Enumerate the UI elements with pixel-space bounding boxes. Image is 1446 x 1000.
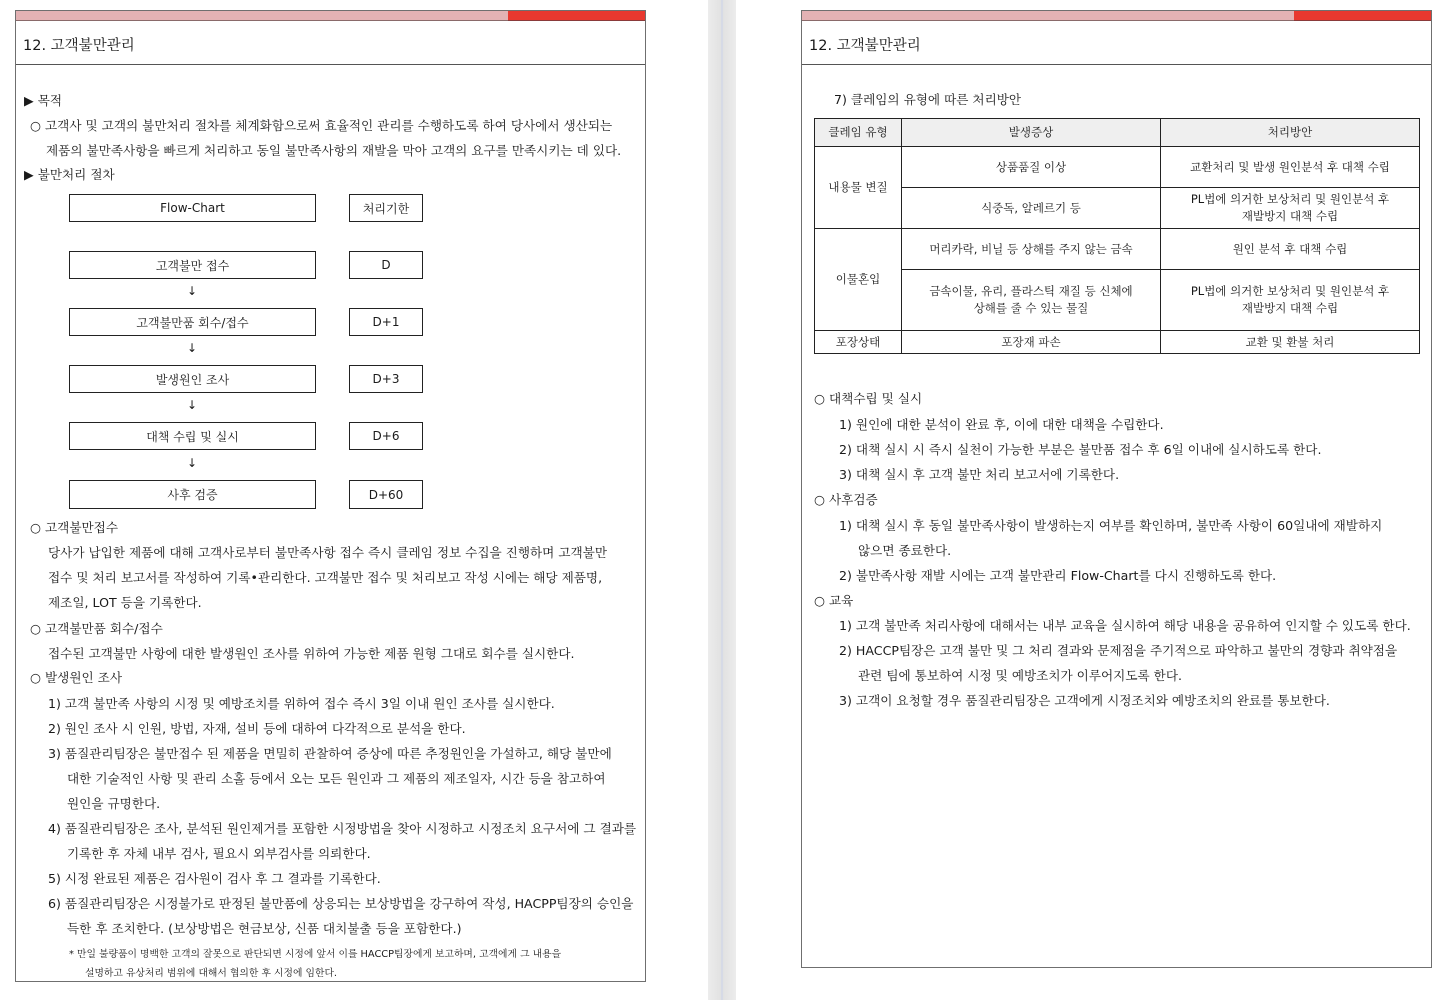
symptom-cell [902, 188, 1161, 229]
purpose-heading: ▶ 목적 [24, 93, 63, 108]
cause-line: 6) 품질관리팀장은 시정불가로 판정된 불만품에 상응되는 보상방법을 강구하여 작성, HACPP팀장의 승인을 [48, 896, 634, 911]
recall-line: 접수된 고객불만 사항에 대한 발생원인 조사를 위하여 가능한 제품 원형 그대로 회수를 실시한다. [48, 646, 575, 661]
table-header: 발생증상 [902, 119, 1161, 147]
receipt-line: 당사가 납입한 제품에 대해 고객사로부터 불만족사항 접수 즉시 클레임 정보 수집을 진행하며 고객불만 [48, 545, 607, 560]
action-cell [1161, 188, 1420, 229]
cause-note: 설명하고 유상처리 범위에 대해서 협의한 후 시정에 임한다. [85, 968, 338, 979]
cell-line: 재발방지 대책 수립 [1241, 301, 1339, 315]
header-bar-red [1294, 11, 1432, 21]
action-cell [1161, 331, 1420, 354]
cell-line: 포장재 파손 [1001, 334, 1061, 349]
cell-line: 재발방지 대책 수립 [1241, 209, 1339, 223]
cell-line: 머리카락, 비닐 등 상해를 주지 않는 금속 [929, 241, 1133, 256]
cell-line: 교환처리 및 발생 원인분석 후 대책 수립 [1190, 159, 1390, 174]
table-row [815, 188, 1420, 229]
header-bar-pink [16, 11, 508, 21]
cell-line: 상품품질 이상 [995, 159, 1067, 174]
table-row [815, 147, 1420, 188]
flow-deadline: D [349, 251, 423, 279]
claim-section-title: 7) 클레임의 유형에 따른 처리방안 [834, 92, 1022, 107]
cause-line: 2) 원인 조사 시 인원, 방법, 자재, 설비 등에 대하여 다각적으로 분석을 한다. [48, 721, 466, 736]
flow-step: 고객불만품 회수/접수 [69, 308, 316, 336]
flow-arrow: ↓ [187, 341, 198, 355]
cell-line: 상해를 줄 수 있는 물질 [973, 301, 1089, 315]
education-line: 3) 고객이 요청할 경우 품질관리팀장은 고객에게 시정조치와 예방조치의 완료를 통보한다. [839, 693, 1330, 708]
page-gutter [708, 0, 736, 1000]
flow-deadline: D+1 [349, 308, 423, 336]
cell-line: PL법에 의거한 보상처리 및 원인분석 후 [1190, 284, 1390, 298]
verification-heading: ○ 사후검증 [814, 492, 878, 507]
page-title: 12. 고객불만관리 [809, 38, 921, 54]
purpose-line: ○ 고객사 및 고객의 불만처리 절차를 체계화함으로써 효율적인 관리를 수행하도록 하여 당사에서 생산되는 [30, 118, 613, 133]
table-row [815, 270, 1420, 331]
education-heading: ○ 교육 [814, 593, 854, 608]
cell-line: 금속이물, 유리, 플라스틱 재질 등 신체에 [929, 284, 1133, 298]
purpose-line: 제품의 불만족사항을 빠르게 처리하고 동일 불만족사항의 재발을 막아 고객의 요구를 만족시키는 데 있다. [46, 143, 622, 158]
action-cell [1161, 147, 1420, 188]
flow-header-left: Flow-Chart [69, 194, 316, 222]
flow-header-right: 처리기한 [349, 194, 423, 222]
cause-line: 대한 기술적인 사항 및 관리 소홀 등에서 오는 모든 원인과 그 제품의 제조일자, 시간 등을 참고하여 [67, 771, 606, 786]
symptom-cell [902, 229, 1161, 270]
page-header [16, 21, 645, 65]
receipt-line: 제조일, LOT 등을 기록한다. [48, 595, 202, 610]
header-bar-pink [802, 11, 1294, 21]
verification-line: 2) 불만족사항 재발 시에는 고객 불만관리 Flow-Chart를 다시 진행하도록 한다. [839, 568, 1277, 583]
verification-line: 1) 대책 실시 후 동일 불만족사항이 발생하는지 여부를 확인하며, 불만족 사항이 60일내에 재발하지 [839, 518, 1383, 533]
page-2 [801, 10, 1432, 968]
cause-line: 3) 품질관리팀장은 불만접수 된 제품을 면밀히 관찰하여 증상에 따른 추정원인을 가설하고, 해당 불만에 [48, 746, 612, 761]
claim-type-cell: 이물혼입 [815, 229, 902, 331]
flow-deadline: D+60 [349, 480, 423, 509]
cause-line: 4) 품질관리팀장은 조사, 분석된 원인제거를 포함한 시정방법을 찾아 시정하고 시정조치 요구서에 그 결과를 [48, 821, 637, 836]
flow-arrow: ↓ [187, 398, 198, 412]
action-cell [1161, 229, 1420, 270]
flow-arrow: ↓ [187, 284, 198, 298]
measures-line: 1) 원인에 대한 분석이 완료 후, 이에 대한 대책을 수립한다. [839, 417, 1164, 432]
cause-line: 1) 고객 불만족 사항의 시정 및 예방조치를 위하여 접수 즉시 3일 이내 원인 조사를 실시한다. [48, 696, 555, 711]
symptom-cell [902, 331, 1161, 354]
action-cell [1161, 270, 1420, 331]
education-line: 2) HACCP팀장은 고객 불만 및 그 처리 결과와 문제점을 주기적으로 파악하고 불만의 경향과 취약점을 [839, 643, 1398, 658]
header-bar-red [508, 11, 646, 21]
cause-line: 원인을 규명한다. [67, 796, 161, 811]
cause-line: 기록한 후 자체 내부 검사, 필요시 외부검사를 의뢰한다. [67, 846, 371, 861]
recall-heading: ○ 고객불만품 회수/접수 [30, 621, 163, 636]
flow-arrow: ↓ [187, 456, 198, 470]
symptom-cell [902, 147, 1161, 188]
page-title: 12. 고객불만관리 [23, 38, 135, 54]
cell-line: 식중독, 알레르기 등 [981, 200, 1081, 215]
flow-step: 대책 수립 및 실시 [69, 422, 316, 450]
table-row [815, 331, 1420, 354]
page-1 [15, 10, 646, 982]
flow-step: 발생원인 조사 [69, 365, 316, 393]
measures-line: 3) 대책 실시 후 고객 불만 처리 보고서에 기록한다. [839, 467, 1120, 482]
cause-heading: ○ 발생원인 조사 [30, 670, 122, 685]
cell-line: 교환 및 환불 처리 [1245, 334, 1335, 349]
cause-note: * 만일 불량품이 명백한 고객의 잘못으로 판단되면 시정에 앞서 이를 HACCP팀장에게 보고하며, 고객에게 그 내용을 [69, 949, 562, 960]
receipt-heading: ○ 고객불만접수 [30, 520, 118, 535]
measures-line: 2) 대책 실시 시 즉시 실천이 가능한 부분은 불만품 접수 후 6일 이내에 실시하도록 한다. [839, 442, 1322, 457]
flow-deadline: D+6 [349, 422, 423, 450]
measures-heading: ○ 대책수립 및 실시 [814, 391, 923, 406]
table-row [815, 229, 1420, 270]
claim-type-cell: 포장상태 [815, 331, 902, 354]
table-header-row [815, 119, 1420, 147]
receipt-line: 접수 및 처리 보고서를 작성하여 기록•관리한다. 고객불만 접수 및 처리보고 작성 시에는 해당 제품명, [48, 570, 603, 585]
verification-line: 않으면 종료한다. [858, 543, 952, 558]
cause-line: 5) 시정 완료된 제품은 검사원이 검사 후 그 결과를 기록한다. [48, 871, 381, 886]
education-line: 관련 팀에 통보하여 시정 및 예방조치가 이루어지도록 한다. [858, 668, 1182, 683]
flow-step: 고객불만 접수 [69, 251, 316, 279]
cell-line: 원인 분석 후 대책 수립 [1232, 241, 1348, 256]
flow-step: 사후 검증 [69, 480, 316, 509]
table-header: 처리방안 [1161, 119, 1420, 147]
education-line: 1) 고객 불만족 처리사항에 대해서는 내부 교육을 실시하여 해당 내용을 공유하여 인지할 수 있도록 한다. [839, 618, 1411, 633]
procedure-heading: ▶ 불만처리 절차 [24, 167, 115, 182]
cell-line: PL법에 의거한 보상처리 및 원인분석 후 [1190, 192, 1390, 206]
page-header [802, 21, 1431, 65]
claim-table [814, 118, 1420, 354]
claim-type-cell: 내용물 변질 [815, 147, 902, 229]
flow-deadline: D+3 [349, 365, 423, 393]
table-header: 클레임 유형 [815, 119, 902, 147]
symptom-cell [902, 270, 1161, 331]
cause-line: 득한 후 조치한다. (보상방법은 현금보상, 신품 대치불출 등을 포함한다.) [67, 921, 462, 936]
